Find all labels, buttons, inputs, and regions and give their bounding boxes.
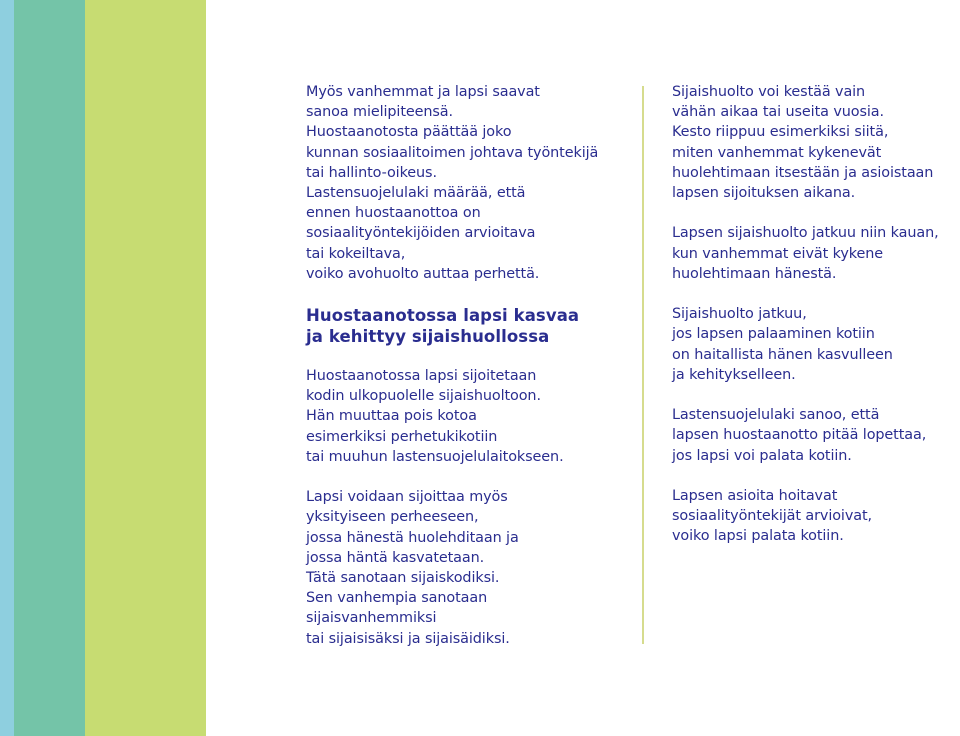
- text-line: voiko lapsi palata kotiin.: [672, 528, 844, 545]
- text-line: Lapsi voidaan sijoittaa myös: [306, 489, 508, 506]
- text-line: ennen huostaanottoa on: [306, 205, 481, 222]
- text-line: Sijaishuolto voi kestää vain: [672, 84, 866, 100]
- text-line: kodin ulkopuolelle sijaishuoltoon.: [306, 388, 541, 405]
- text-line: Lapsen asioita hoitavat: [672, 488, 838, 504]
- text-line: Hän muuttaa pois kotoa: [306, 408, 477, 425]
- left-text-column: [306, 82, 626, 669]
- paragraph-duration: [672, 82, 957, 203]
- text-line: Kesto riippuu esimerkiksi siitä,: [672, 124, 889, 141]
- text-line: Sen vanhempia sanotaan: [306, 590, 488, 607]
- column-divider: [642, 86, 644, 644]
- text-line: voiko avohuolto auttaa perhettä.: [306, 265, 540, 282]
- heading-line: ja kehittyy sijaishuollossa: [306, 327, 550, 347]
- decorative-stripe-teal: [14, 0, 85, 736]
- text-line: lapsen sijoituksen aikana.: [672, 185, 856, 202]
- text-line: Tätä sanotaan sijaiskodiksi.: [306, 570, 500, 587]
- paragraph-social-workers: [672, 486, 957, 547]
- paragraph-continues-if: [672, 304, 957, 385]
- section-heading: [306, 305, 626, 347]
- text-line: tai hallinto-oikeus.: [306, 164, 437, 181]
- text-line: sanoa mielipiteensä.: [306, 104, 453, 121]
- right-text-column: [672, 82, 957, 567]
- text-line: Lastensuojelulaki sanoo, että: [672, 407, 880, 424]
- text-line: yksityiseen perheeseen,: [306, 509, 479, 526]
- paragraph-intro: [306, 82, 626, 284]
- text-line: Huostaanotosta päättää joko: [306, 124, 512, 141]
- text-line: esimerkiksi perhetukikotiin: [306, 428, 498, 445]
- text-line: huolehtimaan itsestään ja asioistaan: [672, 164, 934, 181]
- text-line: sijaisvanhemmiksi: [306, 610, 437, 627]
- paragraph-foster: [306, 487, 626, 649]
- text-line: Lapsen sijaishuolto jatkuu niin kauan,: [672, 225, 939, 242]
- decorative-stripe-blue: [0, 0, 14, 736]
- text-line: Huostaanotossa lapsi sijoitetaan: [306, 368, 537, 385]
- text-line: jossa häntä kasvatetaan.: [306, 549, 485, 566]
- text-line: vähän aikaa tai useita vuosia.: [672, 104, 884, 121]
- text-line: on haitallista hänen kasvulleen: [672, 346, 893, 363]
- text-line: huolehtimaan hänestä.: [672, 265, 837, 282]
- paragraph-law-end: [672, 405, 957, 466]
- text-line: sosiaalityöntekijöiden arvioitava: [306, 225, 536, 242]
- text-line: tai kokeiltava,: [306, 245, 406, 262]
- text-line: kunnan sosiaalitoimen johtava työntekijä: [306, 144, 599, 161]
- text-line: kun vanhemmat eivät kykene: [672, 245, 883, 262]
- text-line: Sijaishuolto jatkuu,: [672, 306, 807, 323]
- text-line: jossa hänestä huolehditaan ja: [306, 529, 519, 546]
- text-line: sosiaalityöntekijät arvioivat,: [672, 508, 872, 525]
- heading-line: Huostaanotossa lapsi kasvaa: [306, 306, 580, 326]
- text-line: ja kehitykselleen.: [672, 366, 796, 383]
- decorative-stripe-lime: [85, 0, 206, 736]
- text-line: miten vanhemmat kykenevät: [672, 144, 882, 161]
- text-line: jos lapsi voi palata kotiin.: [672, 447, 852, 464]
- text-line: Lastensuojelulaki määrää, että: [306, 185, 526, 202]
- text-line: Myös vanhemmat ja lapsi saavat: [306, 84, 540, 100]
- text-line: lapsen huostaanotto pitää lopettaa,: [672, 427, 927, 444]
- text-line: tai muuhun lastensuojelulaitokseen.: [306, 448, 564, 465]
- text-line: jos lapsen palaaminen kotiin: [672, 326, 875, 343]
- paragraph-continues-until: [672, 223, 957, 284]
- paragraph-placement: [306, 366, 626, 467]
- text-line: tai sijaisisäksi ja sijaisäidiksi.: [306, 630, 510, 647]
